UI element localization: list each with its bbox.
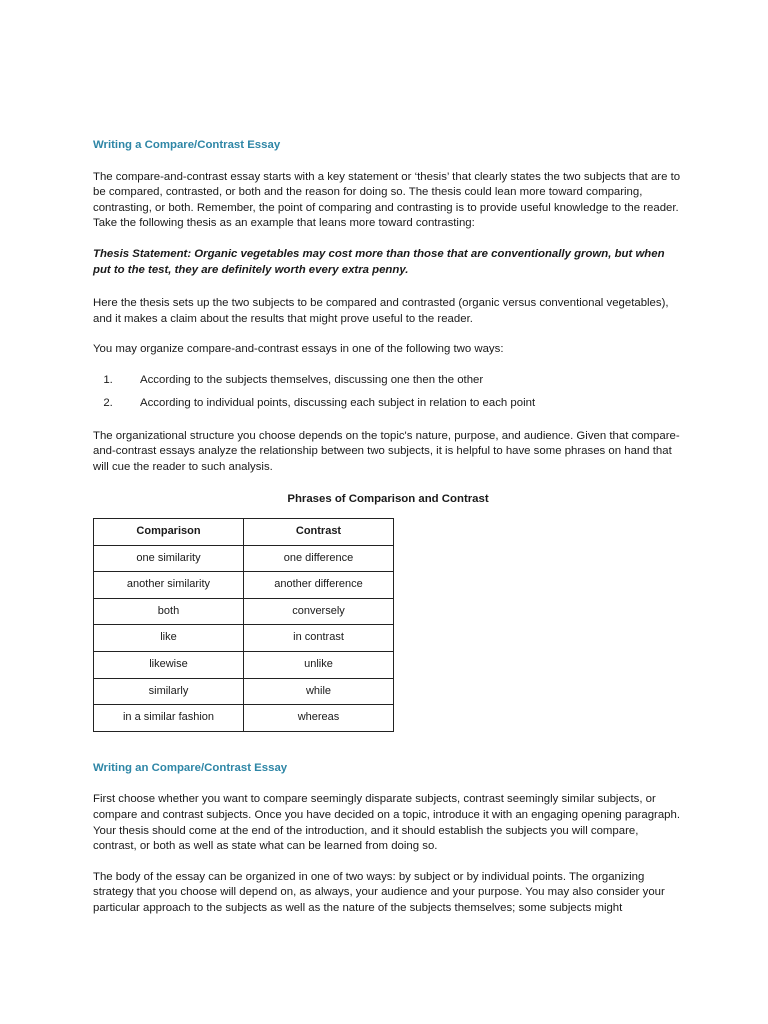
topic-paragraph: First choose whether you want to compare seemingly disparate subjects, contrast seemingly similar subjects, or compare and contrast subjects. Once you have decided on a topic, introduce it with an engaging opening paragraph. Your thesis should come at the end of the introduction, and it should establish the subjects you will compare, contrast, or both as well as state what can be learned from doing so. bbox=[93, 793, 681, 853]
table-cell: in contrast bbox=[244, 625, 394, 652]
table-cell: similarly bbox=[94, 678, 244, 705]
table-header-row bbox=[94, 519, 394, 546]
organization-list bbox=[93, 373, 683, 412]
table-cell: likewise bbox=[94, 651, 244, 678]
body-paragraph: The body of the essay can be organized in one of two ways: by subject or by individual points. The organizing strategy that you choose will depend on, as always, your audience and your purpose. You may also consider your particular approach to the subjects as well as the nature of the subjects themselves; some subjects might bbox=[93, 870, 665, 914]
table-cell: one similarity bbox=[94, 545, 244, 572]
table-cell: one difference bbox=[244, 545, 394, 572]
phrases-table bbox=[93, 518, 394, 732]
structure-paragraph: The organizational structure you choose depends on the topic's nature, purpose, and audience. Given that compare-and-contrast essays analyze the relationship between two subjects, it is helpful to have some phrases on hand that will cue the reader to such analysis. bbox=[93, 429, 680, 473]
table-cell: in a similar fashion bbox=[94, 705, 244, 732]
list-item: 1. According to the subjects themselves, discussing one then the other bbox=[116, 373, 683, 389]
table-row bbox=[94, 572, 394, 599]
table-row bbox=[94, 705, 394, 732]
table-row bbox=[94, 625, 394, 652]
table-row bbox=[94, 598, 394, 625]
thesis-explanation-paragraph: Here the thesis sets up the two subjects to be compared and contrasted (organic versus conventional vegetables), and it makes a claim about the results that might prove useful to the reader. bbox=[93, 297, 669, 325]
table-cell: another difference bbox=[244, 572, 394, 599]
table-row bbox=[94, 678, 394, 705]
list-item: 2. According to individual points, discussing each subject in relation to each point bbox=[116, 396, 683, 412]
table-cell: another similarity bbox=[94, 572, 244, 599]
table-row bbox=[94, 651, 394, 678]
column-header: Comparison bbox=[94, 519, 244, 546]
section-heading: Writing an Compare/Contrast Essay bbox=[93, 761, 288, 774]
table-cell: unlike bbox=[244, 651, 394, 678]
table-cell: conversely bbox=[244, 598, 394, 625]
section-heading: Writing a Compare/Contrast Essay bbox=[93, 139, 281, 151]
table-row bbox=[94, 545, 394, 572]
table-cell: while bbox=[244, 678, 394, 705]
table-cell: whereas bbox=[244, 705, 394, 732]
document-page bbox=[93, 138, 683, 932]
table-cell: both bbox=[94, 598, 244, 625]
table-cell: like bbox=[94, 625, 244, 652]
thesis-statement: Thesis Statement: Organic vegetables may cost more than those that are conventionally grown, but when put to the test, they are definitely worth every extra penny. bbox=[93, 247, 665, 276]
organize-paragraph: You may organize compare-and-contrast essays in one of the following two ways: bbox=[93, 343, 504, 356]
intro-paragraph: The compare-and-contrast essay starts with a key statement or ‘thesis’ that clearly states the two subjects that are to be compared, contrasted, or both and the reason for doing so. The thesis could lean more toward comparing, contrasting, or both. Remember, the point of comparing and contrasting is to provide useful knowledge to the reader. Take the following thesis as an example that leans more toward contrasting: bbox=[93, 170, 681, 230]
table-caption: Phrases of Comparison and Contrast bbox=[287, 493, 489, 506]
column-header: Contrast bbox=[244, 519, 394, 546]
